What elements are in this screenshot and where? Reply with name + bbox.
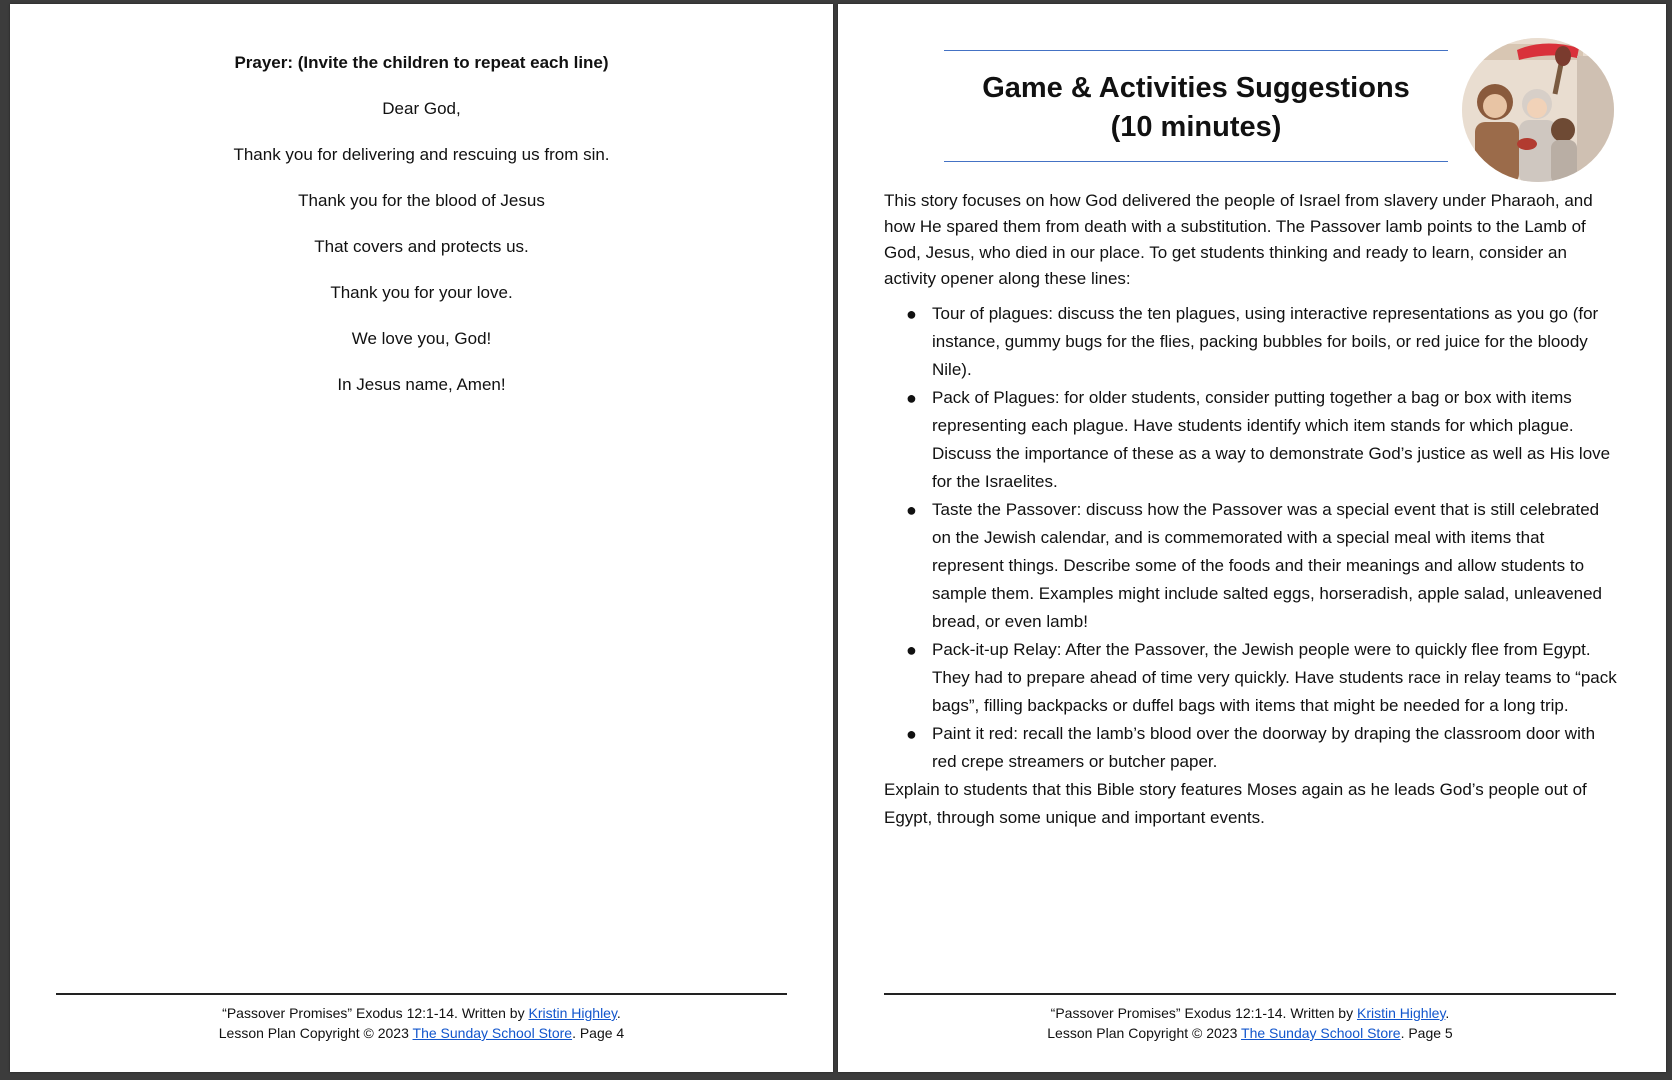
- store-link[interactable]: The Sunday School Store: [1241, 1025, 1401, 1041]
- prayer-line: Dear God,: [382, 99, 461, 118]
- passover-illustration-icon: [1459, 34, 1617, 184]
- footer-text: .: [1445, 1005, 1450, 1021]
- title-rule-bottom: [944, 161, 1448, 162]
- footer-text: Lesson Plan Copyright © 2023: [218, 1025, 413, 1041]
- intro-paragraph: This story focuses on how God delivered the people of Israel from slavery under Pharaoh, and how He spared them from death with a substitution. The Passover lamb points to the Lamb of God, Jesus, who died in our place. To get students thinking and ready to learn, consider an activity opener along these lines:: [884, 191, 1593, 288]
- footer-page-number: . Page 5: [1400, 1025, 1453, 1041]
- list-item: [906, 300, 1620, 384]
- bullet-icon: ●: [906, 500, 917, 520]
- footer-text: Lesson Plan Copyright © 2023: [1047, 1025, 1242, 1041]
- list-item: [906, 636, 1620, 720]
- document-page-5: [838, 4, 1666, 1072]
- closing-paragraph: Explain to students that this Bible story features Moses again as he leads God’s people out of Egypt, through some unique and important events.: [884, 780, 1587, 827]
- bullet-icon: ●: [906, 304, 917, 324]
- prayer-line: Thank you for the blood of Jesus: [298, 191, 545, 210]
- title-line: Game & Activities Suggestions: [982, 72, 1410, 104]
- title-line: (10 minutes): [1110, 111, 1282, 143]
- footer-text: “Passover Promises” Exodus 12:1-14. Written by: [222, 1005, 529, 1021]
- bullet-icon: ●: [906, 388, 917, 408]
- footer-line-2: [884, 1023, 1616, 1043]
- document-page-4: [10, 4, 833, 1072]
- prayer-line: We love you, God!: [351, 329, 492, 348]
- bullet-icon: ●: [906, 640, 917, 660]
- prayer-line: In Jesus name, Amen!: [337, 375, 506, 394]
- section-title-block: [944, 50, 1448, 162]
- author-link[interactable]: Kristin Highley: [528, 1005, 617, 1021]
- footer-page-number: . Page 4: [572, 1025, 625, 1041]
- footer-line-1: [56, 1003, 787, 1023]
- list-item-text: Pack-it-up Relay: After the Passover, the Jewish people were to quickly flee from Egypt. They had to prepare ahead of time very quickly. Have students race in relay teams to “pack bags”, filling backpacks or duffel bags with items that might be needed for a long trip.: [932, 640, 1617, 715]
- prayer-line: Thank you for delivering and rescuing us from sin.: [233, 145, 610, 164]
- activities-list: [884, 300, 1620, 776]
- page-footer: [56, 993, 787, 1043]
- section-title: [944, 51, 1448, 161]
- prayer-line: Thank you for your love.: [330, 283, 513, 302]
- bullet-icon: ●: [906, 724, 917, 744]
- list-item-text: Taste the Passover: discuss how the Passover was a special event that is still celebrated on the Jewish calendar, and is commemorated with a special meal with items that represent things. Describe some of the foods and their meanings and allow students to sample them. Examples might include salted eggs, horseradish, apple salad, unleavened bread, or even lamb!: [932, 500, 1603, 631]
- prayer-section: [10, 52, 833, 420]
- footer-text: .: [616, 1005, 621, 1021]
- footer-line-1: [884, 1003, 1616, 1023]
- author-link[interactable]: Kristin Highley: [1356, 1005, 1446, 1021]
- prayer-heading: Prayer: (Invite the children to repeat each line): [234, 53, 609, 72]
- list-item: [906, 720, 1620, 776]
- list-item-text: Tour of plagues: discuss the ten plagues, using interactive representations as you go (for instance, gummy bugs for the flies, packing bubbles for boils, or red juice for the bloody Nile).: [932, 304, 1599, 379]
- page-footer: [884, 993, 1616, 1043]
- list-item-text: Pack of Plagues: for older students, consider putting together a bag or box with items representing each plague. Have students identify which item stands for which plague. Discuss the importance of these as a way to demonstrate God’s justice as well as His love for the Israelites.: [932, 388, 1611, 491]
- footer-line-2: [56, 1023, 787, 1043]
- list-item: [906, 384, 1620, 496]
- list-item: [906, 496, 1620, 636]
- store-link[interactable]: The Sunday School Store: [412, 1025, 573, 1041]
- prayer-line: That covers and protects us.: [314, 237, 529, 256]
- list-item-text: Paint it red: recall the lamb’s blood over the doorway by draping the classroom door with red crepe streamers or butcher paper.: [932, 724, 1596, 771]
- footer-text: “Passover Promises” Exodus 12:1-14. Written by: [1050, 1005, 1357, 1021]
- activities-body: [884, 188, 1620, 832]
